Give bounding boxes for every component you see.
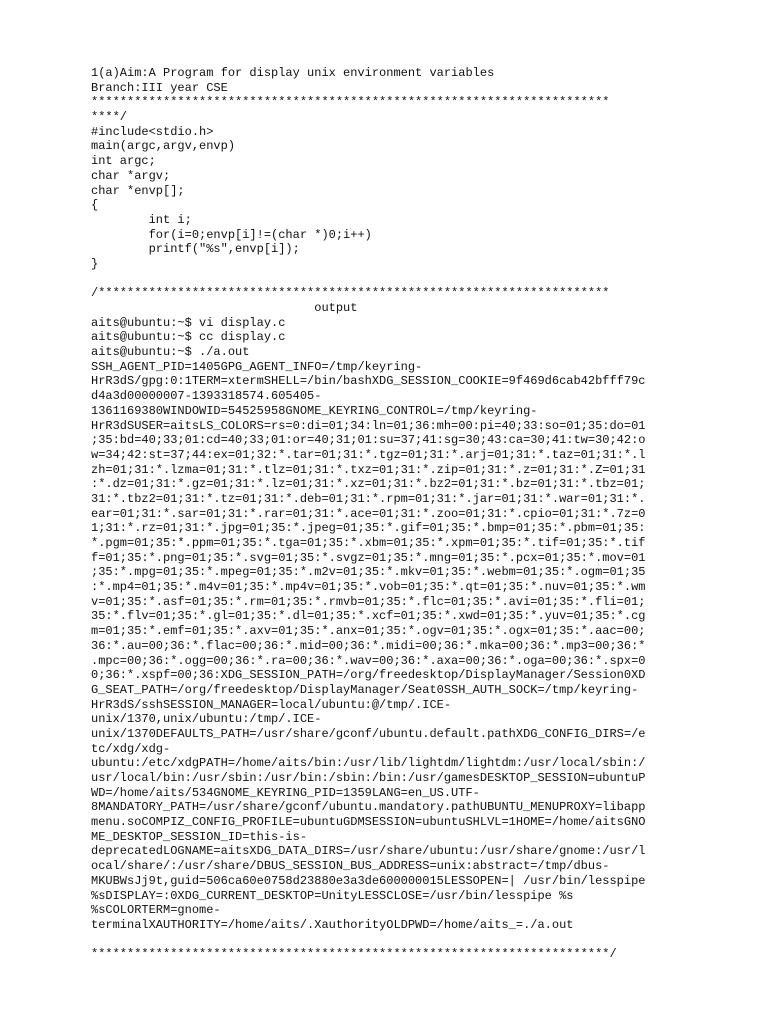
text-line: terminalXAUTHORITY=/home/aits/.XauthorityOLDPWD=/home/aits_=./a.out — [91, 917, 574, 932]
text-line: output — [91, 301, 358, 315]
text-line: #include<stdio.h> — [91, 124, 214, 139]
text-line: 35:*.flv=01;35:*.gl=01;35:*.dl=01;35:*.xcf=01;35:*.xwd=01;35:*.yuv=01;35:*.cg — [91, 609, 646, 624]
text-line: 1361169380WINDOWID=54525958GNOME_KEYRING_CONTROL=/tmp/keyring- — [91, 403, 538, 418]
text-line: ubuntu:/etc/xdgPATH=/home/aits/bin:/usr/lib/lightdm/lightdm:/usr/local/sbin:/ — [91, 756, 646, 771]
text-line: usr/local/bin:/usr/sbin:/usr/bin:/sbin:/bin:/usr/gamesDESKTOP_SESSION=ubuntuP — [91, 771, 646, 785]
text-line: w=34;42:st=37;44:ex=01;32:*.tar=01;31:*.tgz=01;31:*.arj=01;31:*.taz=01;31:*.l — [91, 447, 646, 462]
text-line: ;35:bd=40;33;01:cd=40;33;01:or=40;31;01:su=37;41:sg=30;43:ca=30;41:tw=30;42:o — [91, 433, 646, 448]
text-line: 1(a)Aim:A Program for display unix environment variables — [91, 66, 495, 80]
text-line: G_SEAT_PATH=/org/freedesktop/DisplayManager/Seat0SSH_AUTH_SOCK=/tmp/keyring- — [91, 682, 639, 697]
text-line: /*********************************************************************** — [91, 286, 610, 301]
text-line: %sCOLORTERM=gnome- — [91, 903, 221, 918]
text-line: for(i=0;envp[i]!=(char *)0;i++) — [91, 227, 372, 242]
text-line: 8MANDATORY_PATH=/usr/share/gconf/ubuntu.mandatory.pathUBUNTU_MENUPROXY=libapp — [91, 800, 646, 815]
text-line: ;35:*.mpg=01;35:*.mpeg=01;35:*.m2v=01;35:*.mkv=01;35:*.webm=01;35:*.ogm=01;35 — [91, 565, 646, 580]
text-line: .mpc=00;36:*.ogg=00;36:*.ra=00;36:*.wav=00;36:*.axa=00;36:*.oga=00;36:*.spx=0 — [91, 653, 646, 668]
text-line: int i; — [91, 212, 192, 227]
text-line: aits@ubuntu:~$ vi display.c — [91, 315, 286, 330]
text-line: ************************************************************************/ — [91, 947, 617, 962]
text-line: WD=/home/aits/534GNOME_KEYRING_PID=1359LANG=en_US.UTF- — [91, 785, 480, 800]
text-line: tc/xdg/xdg- — [91, 741, 171, 756]
text-line: HrR3dSUSER=aitsLS_COLORS=rs=0:di=01;34:ln=01;36:mh=00:pi=40;33:so=01;35:do=01 — [91, 418, 646, 433]
text-line: f=01;35:*.png=01;35:*.svg=01;35:*.svgz=01;35:*.mng=01;35:*.pcx=01;35:*.mov=01 — [91, 550, 646, 565]
text-line: :*.dz=01;31:*.gz=01;31:*.lz=01;31:*.xz=01;31:*.bz2=01;31:*.bz=01;31:*.tbz=01; — [91, 477, 646, 492]
text-line: aits@ubuntu:~$ cc display.c — [91, 330, 286, 345]
text-line: main(argc,argv,envp) — [91, 139, 236, 154]
text-line: } — [91, 256, 99, 271]
text-line: { — [91, 198, 99, 213]
text-line: unix/1370DEFAULTS_PATH=/usr/share/gconf/ubuntu.default.pathXDG_CONFIG_DIRS=/e — [91, 726, 646, 741]
text-line: 36:*.au=00;36:*.flac=00;36:*.mid=00;36:*.midi=00;36:*.mka=00;36:*.mp3=00;36:* — [91, 638, 646, 653]
text-line: HrR3dS/gpg:0:1TERM=xtermSHELL=/bin/bashXDG_SESSION_COOKIE=9f469d6cab42bfff79c — [91, 374, 646, 389]
text-line — [91, 933, 681, 948]
text-line: d4a3d00000007-1393318574.605405- — [91, 389, 322, 404]
text-line: char *envp[]; — [91, 183, 185, 198]
text-line: %sDISPLAY=:0XDG_CURRENT_DESKTOP=UnityLESSCLOSE=/usr/bin/lesspipe %s — [91, 888, 574, 903]
text-line: *.pgm=01;35:*.ppm=01;35:*.tga=01;35:*.xbm=01;35:*.xpm=01;35:*.tif=01;35:*.tif — [91, 536, 646, 550]
text-line: char *argv; — [91, 168, 171, 183]
text-line: aits@ubuntu:~$ ./a.out — [91, 345, 250, 360]
text-line: unix/1370,unix/ubuntu:/tmp/.ICE- — [91, 712, 322, 727]
text-line: Branch:III year CSE — [91, 80, 228, 95]
text-line: m=01;35:*.emf=01;35:*.axv=01;35:*.anx=01;35:*.ogv=01;35:*.ogx=01;35:*.aac=00; — [91, 624, 646, 639]
text-line: :*.mp4=01;35:*.m4v=01;35:*.mp4v=01;35:*.vob=01;35:*.qt=01;35:*.nuv=01;35:*.wm — [91, 580, 646, 595]
text-line: int argc; — [91, 154, 156, 169]
text-line: deprecatedLOGNAME=aitsXDG_DATA_DIRS=/usr/share/ubuntu:/usr/share/gnome:/usr/l — [91, 844, 646, 859]
text-line: SSH_AGENT_PID=1405GPG_AGENT_INFO=/tmp/keyring- — [91, 359, 423, 374]
text-line: 31:*.tbz2=01;31:*.tz=01;31:*.deb=01;31:*.rpm=01;31:*.jar=01;31:*.war=01;31:*. — [91, 491, 646, 506]
text-line: ************************************************************************ — [91, 95, 610, 110]
text-line: printf("%s",envp[i]); — [91, 242, 300, 257]
text-line: v=01;35:*.asf=01;35:*.rm=01;35:*.rmvb=01;35:*.flc=01;35:*.avi=01;35:*.fli=01; — [91, 594, 646, 609]
text-line: ****/ — [91, 110, 128, 125]
text-line: 1;31:*.rz=01;31:*.jpg=01;35:*.jpeg=01;35:*.gif=01;35:*.bmp=01;35:*.pbm=01;35: — [91, 521, 646, 536]
document-page — [91, 66, 681, 962]
text-line: zh=01;31:*.lzma=01;31:*.tlz=01;31:*.txz=01;31:*.zip=01;31:*.z=01;31:*.Z=01;31 — [91, 462, 646, 477]
text-line: MKUBWsJj9t,guid=506ca60e0758d23880e3a3de600000015LESSOPEN=| /usr/bin/lesspipe — [91, 873, 646, 888]
text-line: ME_DESKTOP_SESSION_ID=this-is- — [91, 829, 308, 844]
text-line: ear=01;31:*.sar=01;31:*.rar=01;31:*.ace=01;31:*.zoo=01;31:*.cpio=01;31:*.7z=0 — [91, 506, 646, 521]
text-line: ocal/share/:/usr/share/DBUS_SESSION_BUS_ADDRESS=unix:abstract=/tmp/dbus- — [91, 859, 610, 874]
text-line: menu.soCOMPIZ_CONFIG_PROFILE=ubuntuGDMSESSION=ubuntuSHLVL=1HOME=/home/aitsGNO — [91, 815, 646, 830]
text-line: HrR3dS/sshSESSION_MANAGER=local/ubuntu:@/tmp/.ICE- — [91, 697, 452, 712]
text-line — [91, 272, 681, 287]
text-line: 0;36:*.xspf=00;36:XDG_SESSION_PATH=/org/freedesktop/DisplayManager/Session0XD — [91, 668, 646, 683]
